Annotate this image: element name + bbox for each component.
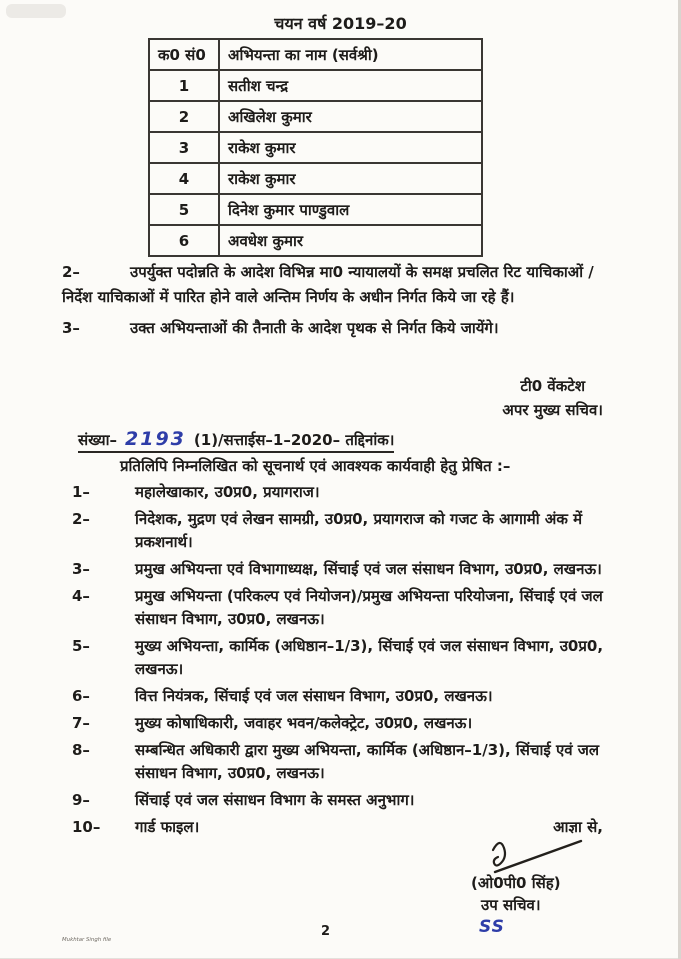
paragraph-3 bbox=[62, 316, 623, 341]
reference-number-line bbox=[78, 428, 394, 450]
by-order-text: आज्ञा से, bbox=[553, 818, 603, 836]
item-number: 9– bbox=[72, 791, 90, 809]
signatory-title: अपर मुख्य सचिव। bbox=[502, 401, 603, 419]
item-number: 8– bbox=[72, 741, 90, 759]
item-number: 4– bbox=[72, 587, 90, 605]
serial-cell: 3 bbox=[149, 132, 219, 163]
table-row bbox=[149, 225, 482, 256]
item-number: 7– bbox=[72, 714, 90, 732]
serial-cell: 5 bbox=[149, 194, 219, 225]
list-item bbox=[62, 481, 625, 504]
table-row bbox=[149, 132, 482, 163]
name-cell: दिनेश कुमार पाण्डुवाल bbox=[219, 194, 482, 225]
reference-prefix: संख्या– bbox=[78, 431, 118, 449]
name-cell: अवधेश कुमार bbox=[219, 225, 482, 256]
item-number: 5– bbox=[72, 637, 90, 655]
name-cell: अखिलेश कुमार bbox=[219, 101, 482, 132]
item-text: सिंचाई एवं जल संसाधन विभाग के समस्त अनुभाग। bbox=[135, 791, 415, 809]
paragraph-text: उक्त अभियन्ताओं की तैनाती के आदेश पृथक से निर्गत किये जायेंगे। bbox=[130, 319, 499, 337]
reference-underlined bbox=[78, 428, 395, 453]
item-text: महालेखाकार, उ0प्र0, प्रयागराज। bbox=[135, 483, 320, 501]
list-item bbox=[62, 635, 625, 681]
list-item bbox=[62, 685, 625, 708]
table-row bbox=[149, 163, 482, 194]
serial-cell: 6 bbox=[149, 225, 219, 256]
signatory-block-deputy-secretary bbox=[471, 816, 621, 938]
selection-year-table bbox=[148, 38, 483, 257]
page-title: चयन वर्ष 2019–20 bbox=[274, 14, 407, 33]
serial-cell: 4 bbox=[149, 163, 219, 194]
table-header-row bbox=[149, 39, 482, 70]
item-text: सम्बन्धित अधिकारी द्वारा मुख्य अभियन्ता, कार्मिक (अधिष्ठान–1/3), सिंचाई एवं जल संसाधन विभाग, उ0प्र0, लखनऊ। bbox=[135, 741, 600, 782]
item-text: मुख्य कोषाधिकारी, जवाहर भवन/कलेक्ट्रेट, उ0प्र0, लखनऊ। bbox=[135, 714, 473, 732]
signatory-title: उप सचिव। bbox=[481, 896, 541, 914]
copy-forward-line: प्रतिलिपि निम्नलिखित को सूचनार्थ एवं आवश्यक कार्यवाही हेतु प्रेषित :– bbox=[120, 457, 511, 475]
list-item bbox=[62, 789, 625, 812]
table-row bbox=[149, 101, 482, 132]
item-text: प्रमुख अभियन्ता (परिकल्प एवं नियोजन)/प्रमुख अभियन्ता परियोजना, सिंचाई एवं जल संसाधन विभाग, उ0प्र0, लखनऊ। bbox=[135, 587, 603, 628]
handwritten-initials: SS bbox=[479, 917, 505, 937]
item-text: प्रमुख अभियन्ता एवं विभागाध्यक्ष, सिंचाई एवं जल संसाधन विभाग, उ0प्र0, लखनऊ। bbox=[135, 560, 602, 578]
serial-cell: 1 bbox=[149, 70, 219, 101]
signatory-block-chief-secretary bbox=[502, 374, 603, 422]
item-number: 3– bbox=[72, 560, 90, 578]
item-text: मुख्य अभियन्ता, कार्मिक (अधिष्ठान–1/3), सिंचाई एवं जल संसाधन विभाग, उ0प्र0, लखनऊ। bbox=[135, 637, 604, 678]
table-row bbox=[149, 70, 482, 101]
body-paragraphs bbox=[62, 260, 623, 347]
paragraph-number: 3– bbox=[62, 319, 80, 337]
item-number: 10– bbox=[72, 818, 101, 836]
item-text: निदेशक, मुद्रण एवं लेखन सामग्री, उ0प्र0, प्रयागराज को गजट के आगामी अंक में प्रकशनार्थ। bbox=[135, 510, 583, 551]
item-number: 1– bbox=[72, 483, 90, 501]
item-text: गार्ड फाइल। bbox=[135, 818, 200, 836]
column-header-serial: क0 सं0 bbox=[149, 39, 219, 70]
page-number: 2 bbox=[320, 924, 331, 939]
name-cell: सतीश चन्द्र bbox=[219, 70, 482, 101]
item-number: 6– bbox=[72, 687, 90, 705]
paragraph-number: 2– bbox=[62, 263, 80, 281]
signatory-name: टी0 वेंकटेश bbox=[520, 377, 586, 395]
signatory-name: (ओ0पी0 सिंह) bbox=[471, 874, 561, 892]
serial-cell: 2 bbox=[149, 101, 219, 132]
reference-suffix: (1)/सत्ताईस–1–2020– तद्दिनांक। bbox=[193, 431, 395, 449]
list-item bbox=[62, 739, 625, 785]
name-cell: राकेश कुमार bbox=[219, 132, 482, 163]
list-item bbox=[62, 712, 625, 735]
item-number: 2– bbox=[72, 510, 90, 528]
name-cell: राकेश कुमार bbox=[219, 163, 482, 194]
footer-file-note: Mukhtar Singh file bbox=[62, 936, 112, 943]
list-item bbox=[62, 508, 625, 554]
list-item bbox=[62, 585, 625, 631]
list-item bbox=[62, 558, 625, 581]
item-text: वित्त नियंत्रक, सिंचाई एवं जल संसाधन विभाग, उ0प्र0, लखनऊ। bbox=[135, 687, 493, 705]
paragraph-text: उपर्युक्त पदोन्नति के आदेश विभिन्न मा0 न्यायालयों के समक्ष प्रचलित रिट याचिकाओं / निर्देश याचिकाओं में पारित होने वाले अन्तिम निर्णय के अधीन निर्गत किये जा रहे हैं। bbox=[62, 263, 594, 306]
table-row bbox=[149, 194, 482, 225]
column-header-name: अभियन्ता का नाम (सर्वश्री) bbox=[219, 39, 482, 70]
handwritten-number: 2193 bbox=[125, 428, 186, 450]
recipient-list bbox=[62, 481, 625, 843]
paragraph-2 bbox=[62, 260, 623, 310]
